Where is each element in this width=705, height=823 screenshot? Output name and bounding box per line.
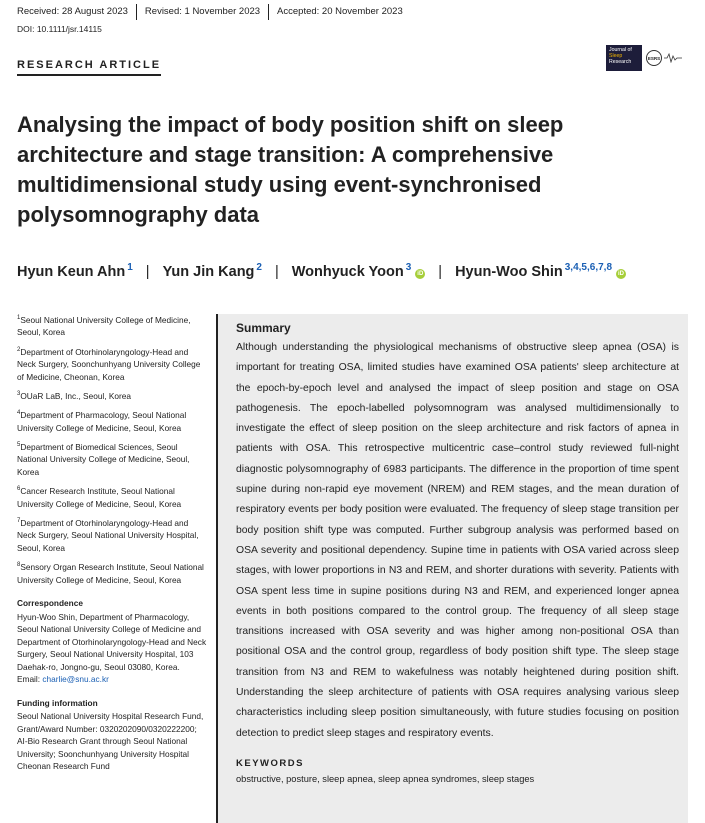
affiliation: $^2$Department of Otorhinolaryngology-Head and Neck Surgery, Soonchunhyang University College of Medicine, Cheonan, Korea	[17, 346, 201, 382]
orcid-icon[interactable]: iD	[618, 270, 625, 277]
journal-logo[interactable]	[606, 45, 682, 71]
sleep-wave-icon	[664, 53, 682, 63]
accepted-date: Accepted: 20 November 2023	[277, 6, 403, 17]
affiliation: $^4$Department of Pharmacology, Seoul National University College of Medicine, Seoul, Korea	[17, 410, 187, 433]
author-list	[17, 262, 626, 280]
correspondence-email: Email: charlie@snu.ac.kr	[17, 674, 109, 685]
doi[interactable]: DOI: 10.1111/jsr.14115	[17, 24, 102, 34]
correspondence-heading: Correspondence	[17, 598, 83, 609]
article-dates	[0, 4, 411, 20]
esrs-circle-icon: ESRS	[646, 50, 662, 66]
affiliation: $^8$Sensory Organ Research Institute, Seoul National University College of Medicine, Seoul, Korea	[17, 562, 204, 585]
affiliation: $^5$Department of Biomedical Sciences, Seoul National University College of Medicine, Seoul, Korea	[17, 441, 190, 477]
orcid-icon[interactable]: iD	[417, 270, 424, 277]
summary-box	[216, 314, 688, 823]
author-separator: |	[274, 263, 279, 280]
email-link[interactable]: charlie@snu.ac.kr	[42, 674, 109, 685]
author-separator: |	[145, 263, 150, 280]
sidebar	[17, 312, 209, 773]
esrs-logo	[646, 50, 682, 66]
affiliation: $^1$Seoul National University College of Medicine, Seoul, Korea	[17, 314, 191, 338]
article-title: Analysing the impact of body position shift on sleep architecture and stage transition: A comprehensive multidimensional study using event-synchronised polysomnography data	[17, 112, 564, 227]
affiliation: $^7$Department of Otorhinolaryngology-Head and Neck Surgery, Seoul National University Hospital, Seoul, Korea	[17, 517, 199, 553]
summary-heading: Summary	[236, 321, 291, 335]
correspondence-text: Hyun-Woo Shin, Department of Pharmacology, Seoul National University College of Medicine and Department of Otorhinolaryngology-Head and Neck Surgery, Seoul National University Hospital, 103 Daehak-ro, Jongno-gu, Seoul 03080, Korea.	[17, 611, 207, 672]
affiliation: $^3$OUaR LaB, Inc., Seoul, Korea	[17, 390, 132, 401]
keywords-heading: KEYWORDS	[236, 757, 304, 769]
author-separator: |	[438, 263, 443, 280]
summary-text: Although understanding the physiological mechanisms of obstructive sleep apnea (OSA) is important for treating OSA, limited studies have examined OSA patients' sleep architecture at the epoch-by-epoch level and analysed the impact of sleep position and stage on OSA pathogenesis. The epoch-labelled polysomnogram was analysed multidimensionally to investigate the effect of sleep position on the sleep architecture and risk factors of apnea in patients with OSA. This retrospective multicentric case–control study reviewed full-night diagnostic polysomnography of 6983 participants. The difference in the proportion of time spent supine during non-rapid eye movement (NREM) and REM stages, and the mean duration of respiratory events per body position were evaluated. The frequency of sleep stage transition per body position shift type was computed. Further subgroup analysis was performed based on OSA severity and positional dependency. Supine time in patients with OSA varied across sleep stages, with lower proportions in N3 and REM, and shorter durations with severity. Patients with OSA spent less time in supine positions during N3 and REM, and experienced longer apnea events in both positions compared to the control group. The frequency of all sleep stage transitions increased with OSA severity and was higher among non-positional OSA than positional OSA and the control group, regardless of body position shift type. The sleep stage transition from N3 and REM to wakefulness was notably heightened during position shift. Understanding the sleep architecture of patients with OSA requires analysing various sleep characteristics including sleep position simultaneously, with future studies focusing on position detection to predict sleep stages and respiratory events.	[236, 342, 679, 739]
author[interactable]: Hyun-Woo Shin $^{3,4,5,6,7,8}$iD	[455, 262, 625, 280]
revised-date: Revised: 1 November 2023	[144, 6, 261, 17]
funding-heading: Funding information	[17, 697, 98, 708]
author[interactable]: Wonhyuck Yoon $^3$iD	[291, 262, 424, 280]
funding-text: Seoul National University Hospital Research Fund, Grant/Award Number: 0320202090/0320222200; AI-Bio Research Grant through Seoul National University; Soonchunhyang University Hospital Cheonan Research Fund	[17, 711, 204, 772]
article-type: RESEARCH ARTICLE	[17, 59, 161, 76]
author[interactable]: Yun Jin Kang $^2$	[162, 262, 262, 280]
received-date: Received: 28 August 2023	[17, 6, 128, 17]
keywords-text: obstructive, posture, sleep apnea, sleep apnea syndromes, sleep stages	[236, 773, 535, 784]
affiliation: $^6$Cancer Research Institute, Seoul National University College of Medicine, Seoul, Korea	[17, 486, 182, 509]
author[interactable]: Hyun Keun Ahn $^1$	[17, 262, 133, 280]
journal-logo-box: Journal of Sleep Research	[606, 45, 642, 71]
